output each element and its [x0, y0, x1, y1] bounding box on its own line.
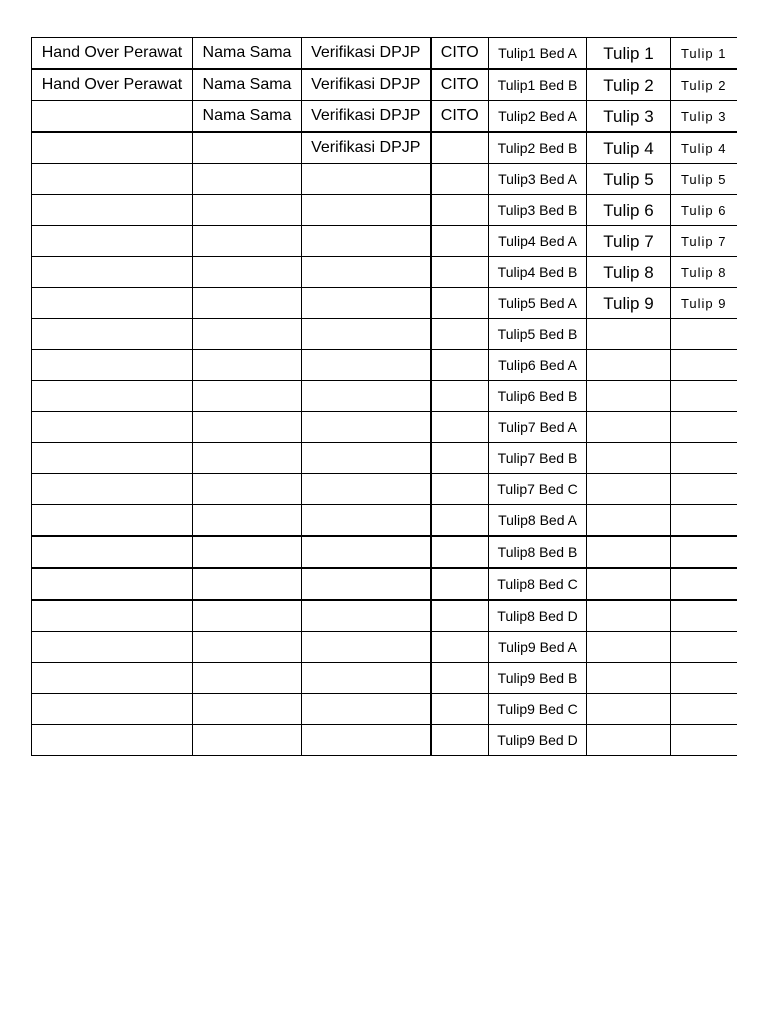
room-large-cell[interactable] [587, 381, 671, 412]
bed-cell[interactable]: Tulip1 Bed B [489, 69, 587, 101]
bed-cell[interactable]: Tulip2 Bed A [489, 101, 587, 133]
cito-cell[interactable]: CITO [431, 69, 489, 101]
handover-cell[interactable] [32, 101, 193, 133]
nama-sama-cell[interactable] [193, 474, 302, 505]
nama-sama-cell[interactable] [193, 505, 302, 537]
room-small-cell[interactable] [671, 568, 737, 600]
table-row [32, 164, 737, 195]
handover-cell[interactable] [32, 288, 193, 319]
verifikasi-dpjp-cell[interactable] [302, 663, 431, 694]
table-row [32, 69, 737, 101]
room-large-cell[interactable] [587, 663, 671, 694]
room-small-cell[interactable]: Tulip 1 [671, 38, 737, 70]
bed-cell[interactable]: Tulip7 Bed B [489, 443, 587, 474]
table-row [32, 381, 737, 412]
room-small-cell[interactable]: Tulip 3 [671, 101, 737, 133]
bed-cell[interactable]: Tulip8 Bed D [489, 600, 587, 632]
table-row [32, 632, 737, 663]
cito-cell[interactable] [431, 536, 489, 568]
verifikasi-dpjp-cell[interactable] [302, 600, 431, 632]
room-large-cell[interactable] [587, 319, 671, 350]
cito-cell[interactable] [431, 257, 489, 288]
bed-cell[interactable]: Tulip2 Bed B [489, 132, 587, 164]
nama-sama-cell[interactable] [193, 288, 302, 319]
bed-cell[interactable]: Tulip5 Bed A [489, 288, 587, 319]
room-small-cell[interactable] [671, 381, 737, 412]
cito-cell[interactable] [431, 132, 489, 164]
handover-cell[interactable] [32, 694, 193, 725]
table-row [32, 536, 737, 568]
handover-cell[interactable] [32, 195, 193, 226]
nama-sama-cell[interactable] [193, 568, 302, 600]
nama-sama-cell[interactable] [193, 412, 302, 443]
room-large-cell[interactable] [587, 505, 671, 537]
bed-cell[interactable]: Tulip9 Bed B [489, 663, 587, 694]
room-large-cell[interactable] [587, 694, 671, 725]
room-small-cell[interactable] [671, 505, 737, 537]
handover-cell[interactable] [32, 505, 193, 537]
room-small-cell[interactable] [671, 474, 737, 505]
bed-cell[interactable]: Tulip3 Bed A [489, 164, 587, 195]
nama-sama-cell[interactable] [193, 381, 302, 412]
room-small-cell[interactable]: Tulip 4 [671, 132, 737, 164]
handover-cell[interactable] [32, 381, 193, 412]
bed-cell[interactable]: Tulip1 Bed A [489, 38, 587, 70]
nama-sama-cell[interactable] [193, 132, 302, 164]
handover-cell[interactable] [32, 412, 193, 443]
table-row [32, 226, 737, 257]
room-large-cell[interactable]: Tulip 5 [587, 164, 671, 195]
handover-cell[interactable] [32, 568, 193, 600]
nama-sama-cell[interactable] [193, 694, 302, 725]
handover-cell[interactable] [32, 132, 193, 164]
nama-sama-cell[interactable] [193, 350, 302, 381]
room-large-cell[interactable] [587, 474, 671, 505]
data-sheet-body [32, 38, 737, 756]
handover-cell[interactable] [32, 474, 193, 505]
bed-cell[interactable]: Tulip5 Bed B [489, 319, 587, 350]
room-large-cell[interactable]: Tulip 7 [587, 226, 671, 257]
room-large-cell[interactable] [587, 350, 671, 381]
cito-cell[interactable] [431, 568, 489, 600]
table-row [32, 568, 737, 600]
table-row [32, 350, 737, 381]
room-small-cell[interactable]: Tulip 6 [671, 195, 737, 226]
table-row [32, 319, 737, 350]
verifikasi-dpjp-cell[interactable] [302, 195, 431, 226]
verifikasi-dpjp-cell[interactable] [302, 632, 431, 663]
cito-cell[interactable] [431, 381, 489, 412]
nama-sama-cell[interactable] [193, 319, 302, 350]
cito-cell[interactable] [431, 443, 489, 474]
handover-cell[interactable] [32, 350, 193, 381]
room-large-cell[interactable]: Tulip 9 [587, 288, 671, 319]
verifikasi-dpjp-cell[interactable] [302, 350, 431, 381]
table-row [32, 288, 737, 319]
cito-cell[interactable] [431, 632, 489, 663]
room-large-cell[interactable] [587, 536, 671, 568]
nama-sama-cell[interactable]: Nama Sama [193, 69, 302, 101]
verifikasi-dpjp-cell[interactable] [302, 725, 431, 756]
handover-cell[interactable] [32, 600, 193, 632]
nama-sama-cell[interactable] [193, 725, 302, 756]
room-small-cell[interactable]: Tulip 7 [671, 226, 737, 257]
nama-sama-cell[interactable] [193, 226, 302, 257]
table-row [32, 694, 737, 725]
verifikasi-dpjp-cell[interactable] [302, 412, 431, 443]
cito-cell[interactable] [431, 663, 489, 694]
nama-sama-cell[interactable] [193, 164, 302, 195]
bed-cell[interactable]: Tulip3 Bed B [489, 195, 587, 226]
verifikasi-dpjp-cell[interactable]: Verifikasi DPJP [302, 132, 431, 164]
room-large-cell[interactable] [587, 568, 671, 600]
verifikasi-dpjp-cell[interactable]: Verifikasi DPJP [302, 69, 431, 101]
verifikasi-dpjp-cell[interactable] [302, 164, 431, 195]
verifikasi-dpjp-cell[interactable] [302, 257, 431, 288]
room-large-cell[interactable] [587, 632, 671, 663]
handover-cell[interactable] [32, 226, 193, 257]
bed-cell[interactable]: Tulip8 Bed A [489, 505, 587, 537]
table-row [32, 725, 737, 756]
room-large-cell[interactable]: Tulip 8 [587, 257, 671, 288]
cito-cell[interactable] [431, 164, 489, 195]
room-small-cell[interactable] [671, 694, 737, 725]
room-small-cell[interactable]: Tulip 5 [671, 164, 737, 195]
room-small-cell[interactable] [671, 663, 737, 694]
room-large-cell[interactable] [587, 443, 671, 474]
verifikasi-dpjp-cell[interactable] [302, 694, 431, 725]
table-row [32, 101, 737, 133]
handover-cell[interactable] [32, 257, 193, 288]
nama-sama-cell[interactable] [193, 257, 302, 288]
cito-cell[interactable] [431, 474, 489, 505]
cito-cell[interactable]: CITO [431, 38, 489, 70]
cito-cell[interactable] [431, 195, 489, 226]
cito-cell[interactable] [431, 505, 489, 537]
nama-sama-cell[interactable] [193, 632, 302, 663]
handover-cell[interactable] [32, 319, 193, 350]
table-row [32, 474, 737, 505]
handover-cell[interactable]: Hand Over Perawat [32, 69, 193, 101]
bed-cell[interactable]: Tulip7 Bed A [489, 412, 587, 443]
bed-cell[interactable]: Tulip4 Bed B [489, 257, 587, 288]
handover-cell[interactable] [32, 164, 193, 195]
handover-cell[interactable] [32, 663, 193, 694]
cito-cell[interactable] [431, 288, 489, 319]
nama-sama-cell[interactable] [193, 443, 302, 474]
verifikasi-dpjp-cell[interactable] [302, 381, 431, 412]
room-small-cell[interactable] [671, 600, 737, 632]
verifikasi-dpjp-cell[interactable] [302, 443, 431, 474]
handover-cell[interactable] [32, 536, 193, 568]
room-small-cell[interactable]: Tulip 9 [671, 288, 737, 319]
verifikasi-dpjp-cell[interactable] [302, 505, 431, 537]
cito-cell[interactable] [431, 694, 489, 725]
handover-cell[interactable] [32, 632, 193, 663]
room-small-cell[interactable] [671, 412, 737, 443]
cito-cell[interactable] [431, 725, 489, 756]
table-row [32, 412, 737, 443]
room-large-cell[interactable]: Tulip 3 [587, 101, 671, 133]
nama-sama-cell[interactable] [193, 600, 302, 632]
nama-sama-cell[interactable]: Nama Sama [193, 101, 302, 133]
table-row [32, 195, 737, 226]
bed-cell[interactable]: Tulip6 Bed B [489, 381, 587, 412]
nama-sama-cell[interactable] [193, 195, 302, 226]
room-small-cell[interactable] [671, 350, 737, 381]
verifikasi-dpjp-cell[interactable] [302, 319, 431, 350]
table-row [32, 600, 737, 632]
cito-cell[interactable] [431, 412, 489, 443]
verifikasi-dpjp-cell[interactable] [302, 474, 431, 505]
cito-cell[interactable] [431, 350, 489, 381]
handover-cell[interactable] [32, 725, 193, 756]
room-small-cell[interactable] [671, 319, 737, 350]
bed-cell[interactable]: Tulip4 Bed A [489, 226, 587, 257]
room-large-cell[interactable] [587, 600, 671, 632]
room-small-cell[interactable] [671, 443, 737, 474]
nama-sama-cell[interactable] [193, 536, 302, 568]
bed-cell[interactable]: Tulip8 Bed B [489, 536, 587, 568]
bed-cell[interactable]: Tulip6 Bed A [489, 350, 587, 381]
bed-cell[interactable]: Tulip8 Bed C [489, 568, 587, 600]
handover-cell[interactable]: Hand Over Perawat [32, 38, 193, 70]
cito-cell[interactable]: CITO [431, 101, 489, 133]
room-large-cell[interactable]: Tulip 4 [587, 132, 671, 164]
room-large-cell[interactable] [587, 725, 671, 756]
handover-cell[interactable] [32, 443, 193, 474]
cito-cell[interactable] [431, 319, 489, 350]
table-row [32, 505, 737, 537]
room-large-cell[interactable]: Tulip 6 [587, 195, 671, 226]
room-small-cell[interactable]: Tulip 8 [671, 257, 737, 288]
nama-sama-cell[interactable] [193, 663, 302, 694]
verifikasi-dpjp-cell[interactable] [302, 568, 431, 600]
room-small-cell[interactable]: Tulip 2 [671, 69, 737, 101]
bed-cell[interactable]: Tulip9 Bed C [489, 694, 587, 725]
table-row [32, 663, 737, 694]
verifikasi-dpjp-cell[interactable] [302, 226, 431, 257]
bed-cell[interactable]: Tulip7 Bed C [489, 474, 587, 505]
room-large-cell[interactable]: Tulip 2 [587, 69, 671, 101]
cito-cell[interactable] [431, 226, 489, 257]
verifikasi-dpjp-cell[interactable]: Verifikasi DPJP [302, 38, 431, 70]
room-small-cell[interactable] [671, 725, 737, 756]
verifikasi-dpjp-cell[interactable] [302, 288, 431, 319]
nama-sama-cell[interactable]: Nama Sama [193, 38, 302, 70]
room-large-cell[interactable]: Tulip 1 [587, 38, 671, 70]
table-row [32, 132, 737, 164]
data-sheet-table [31, 37, 737, 756]
table-row [32, 38, 737, 70]
room-small-cell[interactable] [671, 536, 737, 568]
room-small-cell[interactable] [671, 632, 737, 663]
room-large-cell[interactable] [587, 412, 671, 443]
verifikasi-dpjp-cell[interactable]: Verifikasi DPJP [302, 101, 431, 133]
cito-cell[interactable] [431, 600, 489, 632]
table-row [32, 257, 737, 288]
bed-cell[interactable]: Tulip9 Bed D [489, 725, 587, 756]
table-row [32, 443, 737, 474]
verifikasi-dpjp-cell[interactable] [302, 536, 431, 568]
bed-cell[interactable]: Tulip9 Bed A [489, 632, 587, 663]
